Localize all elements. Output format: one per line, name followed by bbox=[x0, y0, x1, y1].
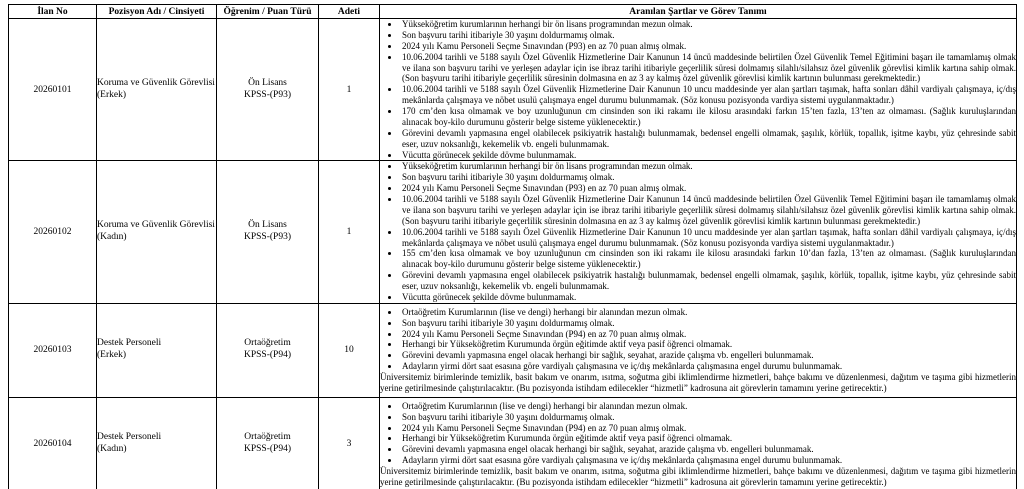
requirement-item: • 2024 yılı Kamu Personeli Seçme Sınavından (P94) en az 70 puan almış olmak. bbox=[400, 423, 1016, 434]
requirement-item: • Ortaöğretim Kurumlarının (lise ve dengi) herhangi bir alanından mezun olmak. bbox=[400, 307, 1016, 318]
requirement-item: • Son başvuru tarihi itibariyle 30 yaşını doldurmamış olmak. bbox=[400, 412, 1016, 423]
duty-description: Üniversitemiz birimlerinde temizlik, basit bakım ve onarım, ısıtma, soğutma gibi iklimlendirme hizmetleri, bahçe bakımı ve düzenlenmesi, dağıtım ve taşıma gibi hizmetlerin yerine getirilmesinde çalıştırılacaktır. (Bu pozisyonda istihdam edilecekler “hizmetli” kadrosuna ait görevlerin tamamını yerine getirecektir.) bbox=[380, 466, 1016, 487]
cell-ilan-no: 20260102 bbox=[9, 161, 97, 303]
table-row bbox=[9, 303, 1017, 397]
cell-ogrenim bbox=[217, 397, 319, 489]
cell-ogrenim bbox=[217, 303, 319, 397]
cell-ogrenim bbox=[217, 19, 319, 161]
position-gender: (Kadın) bbox=[97, 444, 127, 455]
position-title: Koruma ve Güvenlik Görevlisi bbox=[97, 220, 215, 231]
cell-adet: 10 bbox=[319, 303, 380, 397]
cell-pozisyon bbox=[97, 161, 217, 303]
requirement-item: • 10.06.2004 tarihli ve 5188 sayılı Özel Güvenlik Hizmetlerine Dair Kanunun 14 üncü maddesinde belirtilen Özel Güvenlik Temel Eğitimini başarı ile tamamlamış olmak ve ilana son başvuru tarihi ve yerleşen adaylar için ise ibraz tarihi itibariyle geçerlilik süresi dolmamış silahlı/silahsız özel güvenlik görevlisi kimlik kartına sahip olmak. (Son başvuru tarihi itibariyle geçerlilik süresinin dolmasına en az 3 ay kalmış özel güvenlik görevlisi kimlik kartının bulunması gerekmektedir.) bbox=[400, 52, 1016, 85]
position-gender: (Kadın) bbox=[97, 232, 127, 243]
score-type: KPSS-(P94) bbox=[244, 350, 291, 361]
requirement-item: • 10.06.2004 tarihli ve 5188 sayılı Özel Güvenlik Hizmetlerine Dair Kanunun 10 uncu maddesinde yer alan şartları taşımak, hafta sonları dâhil vardiyalı çalışmaya, iç/dış mekânlarda çalışmaya ve nöbet usulü çalışmaya engel durumu bulunmamak. (Söz konusu pozisyonda vardiya sistemi uygulanmaktadır.) bbox=[400, 84, 1016, 106]
cell-ilan-no: 20260103 bbox=[9, 303, 97, 397]
cell-sartlar bbox=[380, 19, 1017, 161]
position-title: Destek Personeli bbox=[97, 338, 162, 349]
column-header-adet: Adeti bbox=[319, 5, 380, 19]
column-header-ogrenim: Öğrenim / Puan Türü bbox=[217, 5, 319, 19]
requirement-item: • 2024 yılı Kamu Personeli Seçme Sınavından (P93) en az 70 puan almış olmak. bbox=[400, 183, 1016, 194]
cell-pozisyon bbox=[97, 19, 217, 161]
requirement-item: • 155 cm’den kısa olmamak ve boy uzunluğunun cm cinsinden son iki rakamı ile kilosu arasındaki farkın 10’dan fazla, 13’ten az olmaması. (Sağlık kuruluşlarından alınacak boy-kilo durumunu gösterir belge sisteme yüklenecektir.) bbox=[400, 248, 1016, 270]
requirement-item: • Görevini devamlı yapmasına engel olabilecek psikiyatrik hastalığı bulunmamak, bedensel engelli olmamak, şaşılık, körlük, topallık, işitme kaybı, yüz çehresinde sabit eser, uzuv noksanlığı, kekemelik vb. engeli bulunmamak. bbox=[400, 128, 1016, 150]
requirement-item: • Herhangi bir Yükseköğretim Kurumunda örgün eğitimde aktif veya pasif öğrenci olmamak. bbox=[400, 433, 1016, 444]
requirement-item: • Son başvuru tarihi itibariyle 30 yaşını doldurmamış olmak. bbox=[400, 318, 1016, 329]
position-gender: (Erkek) bbox=[97, 89, 127, 100]
table-row bbox=[9, 397, 1017, 489]
requirement-item: • 2024 yılı Kamu Personeli Seçme Sınavından (P93) en az 70 puan almış olmak. bbox=[400, 41, 1016, 52]
column-header-ilan-no: İlan No bbox=[9, 5, 97, 19]
requirement-item: • Vücutta görünecek şekilde dövme bulunmamak. bbox=[400, 292, 1016, 303]
requirement-item: • Vücutta görünecek şekilde dövme bulunmamak. bbox=[400, 150, 1016, 161]
cell-pozisyon bbox=[97, 303, 217, 397]
education-level: Ortaöğretim bbox=[244, 432, 291, 443]
table-row bbox=[9, 161, 1017, 303]
cell-sartlar bbox=[380, 397, 1017, 489]
cell-sartlar bbox=[380, 303, 1017, 397]
requirement-item: • Yükseköğretim kurumlarının herhangi bir ön lisans programından mezun olmak. bbox=[400, 19, 1016, 30]
requirement-item: • Görevini devamlı yapmasına engel olacak herhangi bir sağlık, seyahat, arazide çalışma vb. engelleri bulunmamak. bbox=[400, 350, 1016, 361]
table-row bbox=[9, 19, 1017, 161]
requirement-item: • Son başvuru tarihi itibariyle 30 yaşını doldurmamış olmak. bbox=[400, 30, 1016, 41]
requirement-item: • Görevini devamlı yapmasına engel olabilecek psikiyatrik hastalığı bulunmamak, bedensel engelli olmamak, şaşılık, körlük, topallık, işitme kaybı, yüz çehresinde sabit eser, uzuv noksanlığı, kekemelik vb. engeli bulunmamak. bbox=[400, 270, 1016, 292]
column-header-sartlar: Aranılan Şartlar ve Görev Tanımı bbox=[380, 5, 1017, 19]
job-postings-table bbox=[8, 4, 1017, 489]
score-type: KPSS-(P93) bbox=[244, 89, 291, 100]
score-type: KPSS-(P93) bbox=[244, 232, 291, 243]
requirements-list bbox=[380, 307, 1016, 372]
requirement-item: • 10.06.2004 tarihli ve 5188 sayılı Özel Güvenlik Hizmetlerine Dair Kanunun 10 uncu maddesinde yer alan şartları taşımak, hafta sonları dâhil vardiyalı çalışmaya, iç/dış mekânlarda çalışmaya ve nöbet usulü çalışmaya engel durumu bulunmamak. (Söz konusu pozisyonda vardiya sistemi uygulanmaktadır.) bbox=[400, 227, 1016, 249]
cell-adet: 1 bbox=[319, 161, 380, 303]
requirement-item: • 10.06.2004 tarihli ve 5188 sayılı Özel Güvenlik Hizmetlerine Dair Kanunun 14 üncü maddesinde belirtilen Özel Güvenlik Temel Eğitimini başarı ile tamamlamış olmak ve ilana son başvuru tarihi ve yerleşen adaylar için ise ibraz tarihi itibariyle geçerlilik süresi dolmamış silahlı/silahsız özel güvenlik görevlisi kimlik kartına sahip olmak. (Son başvuru tarihi itibariyle geçerlilik süresinin dolmasına en az 3 ay kalmış özel güvenlik görevlisi kimlik kartının bulunması gerekmektedir.) bbox=[400, 194, 1016, 227]
requirements-list bbox=[380, 19, 1016, 160]
table-header-row bbox=[9, 5, 1017, 19]
requirement-item: • Yükseköğretim kurumlarının herhangi bir ön lisans programından mezun olmak. bbox=[400, 161, 1016, 172]
position-gender: (Erkek) bbox=[97, 350, 127, 361]
position-title: Destek Personeli bbox=[97, 432, 162, 443]
requirement-item: • Ortaöğretim Kurumlarının (lise ve dengi) herhangi bir alanından mezun olmak. bbox=[400, 401, 1016, 412]
duty-description: Üniversitemiz birimlerinde temizlik, basit bakım ve onarım, ısıtma, soğutma gibi iklimlendirme hizmetleri, bahçe bakımı ve düzenlenmesi, dağıtım ve taşıma gibi hizmetlerin yerine getirilmesinde çalıştırılacaktır. (Bu pozisyonda istihdam edilecekler “hizmetli” kadrosuna ait görevlerin tamamını yerine getirecektir.) bbox=[380, 372, 1016, 393]
cell-adet: 3 bbox=[319, 397, 380, 489]
requirements-list bbox=[380, 161, 1016, 302]
position-title: Koruma ve Güvenlik Görevlisi bbox=[97, 77, 215, 88]
cell-sartlar bbox=[380, 161, 1017, 303]
requirement-item: • Adayların yirmi dört saat esasına göre vardiyalı çalışmasına ve iç/dış mekânlarda çalışmasına engel durumu bulunmamak. bbox=[400, 361, 1016, 372]
education-level: Ön Lisans bbox=[248, 77, 287, 88]
requirement-item: • 170 cm’den kısa olmamak ve boy uzunluğunun cm cinsinden son iki rakamı ile kilosu arasındaki farkın 15’ten fazla, 13’ten az olmaması. (Sağlık kuruluşlarından alınacak boy-kilo durumunu gösterir belge sisteme yüklenecektir.) bbox=[400, 106, 1016, 128]
requirement-item: • Herhangi bir Yükseköğretim Kurumunda örgün eğitimde aktif veya pasif öğrenci olmamak. bbox=[400, 339, 1016, 350]
cell-adet: 1 bbox=[319, 19, 380, 161]
column-header-pozisyon: Pozisyon Adı / Cinsiyeti bbox=[97, 5, 217, 19]
score-type: KPSS-(P94) bbox=[244, 444, 291, 455]
cell-pozisyon bbox=[97, 397, 217, 489]
cell-ilan-no: 20260104 bbox=[9, 397, 97, 489]
cell-ogrenim bbox=[217, 161, 319, 303]
requirement-item: • 2024 yılı Kamu Personeli Seçme Sınavından (P94) en az 70 puan almış olmak. bbox=[400, 329, 1016, 340]
education-level: Ortaöğretim bbox=[244, 338, 291, 349]
requirement-item: • Adayların yirmi dört saat esasına göre vardiyalı çalışmasına ve iç/dış mekânlarda çalışmasına engel durumu bulunmamak. bbox=[400, 455, 1016, 466]
education-level: Ön Lisans bbox=[248, 220, 287, 231]
cell-ilan-no: 20260101 bbox=[9, 19, 97, 161]
requirement-item: • Son başvuru tarihi itibariyle 30 yaşını doldurmamış olmak. bbox=[400, 172, 1016, 183]
requirement-item: • Görevini devamlı yapmasına engel olacak herhangi bir sağlık, seyahat, arazide çalışma vb. engelleri bulunmamak. bbox=[400, 444, 1016, 455]
requirements-list bbox=[380, 401, 1016, 466]
